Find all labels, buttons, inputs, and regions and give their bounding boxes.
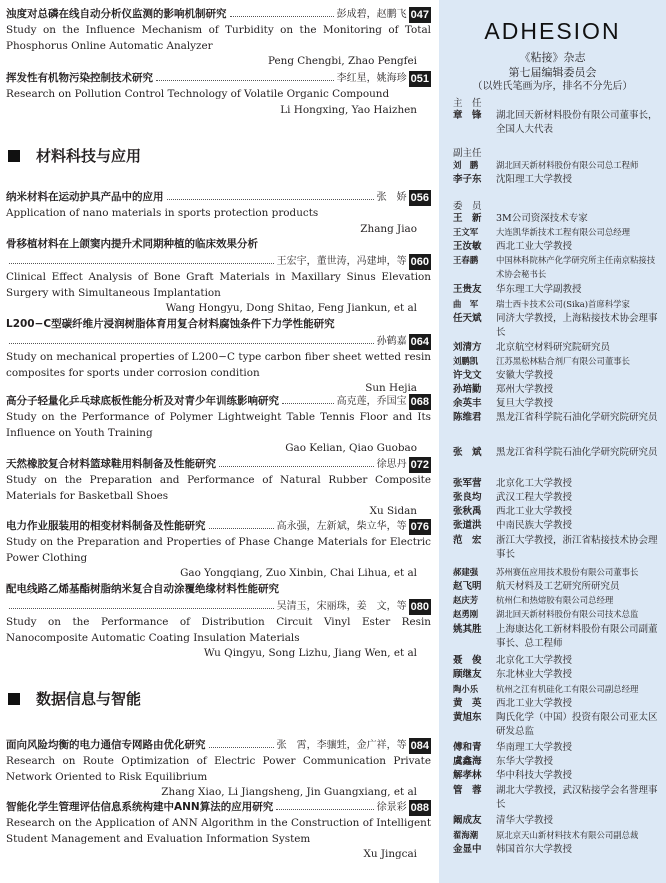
article-cn-line	[6, 518, 431, 535]
section-square-icon	[8, 693, 20, 705]
member-desc: 复旦大学教授	[496, 398, 554, 409]
article-entry[interactable]	[6, 6, 431, 70]
member-name: 李子东	[453, 174, 482, 185]
article-author-en: Peng Chengbi, Zhao Pengfei	[267, 55, 417, 67]
editorial-board-panel	[439, 0, 666, 883]
member-name: 赵飞明	[453, 581, 482, 592]
board-member	[453, 534, 659, 562]
article-entry[interactable]	[6, 799, 431, 863]
article-entry[interactable]	[6, 456, 431, 520]
member-name: 解孝林	[453, 770, 482, 781]
article-entry[interactable]	[6, 518, 431, 582]
article-title-cn[interactable]: 骨移植材料在上颌窦内提升术同期种植的临床效果分析	[6, 238, 258, 250]
article-entry[interactable]	[6, 236, 431, 317]
member-desc: 华东理工大学副教授	[496, 284, 582, 295]
member-name: 刘鹏凯	[453, 356, 479, 366]
member-name: 王贵友	[453, 284, 482, 295]
article-entry[interactable]	[6, 737, 431, 801]
member-name: 任天斌	[453, 313, 482, 324]
board-member	[453, 580, 659, 594]
member-name: 王文军	[453, 227, 479, 237]
article-author-en: Xu Jingcai	[363, 848, 417, 860]
member-desc: 西北工业大学教授	[496, 698, 573, 709]
member-desc: 韩国首尔大学教授	[496, 844, 573, 855]
article-title-cn[interactable]: 纳米材料在运动护具产品中的应用	[6, 191, 164, 203]
member-name: 赵庆芳	[453, 595, 479, 605]
article-title-cn[interactable]: 高分子轻量化乒乓球底板性能分析及对青少年训练影响研究	[6, 395, 279, 407]
article-cn-line	[6, 393, 431, 410]
member-desc: 上海康达化工新材料股份有限公司副董事长、总工程师	[496, 624, 658, 649]
article-author-cn: 王宏宇，董世涛，冯建坤，等	[276, 256, 407, 267]
member-desc: 北京化工大学教授	[496, 478, 573, 489]
article-cn-line	[6, 737, 431, 754]
article-cn-line	[6, 6, 431, 23]
article-title-cn[interactable]: 配电线路乙烯基酯树脂纳米复合自动涂覆绝缘材料性能研究	[6, 583, 279, 595]
article-title-en: Study on the Performance of Polymer Lightweight Table Tennis Floor and Its Influence on Youth Training	[6, 411, 431, 439]
leader-dots	[9, 263, 274, 264]
member-desc: 东华大学教授	[496, 756, 554, 767]
member-name: 赵勇刚	[453, 609, 479, 619]
member-desc: 中南民族大学教授	[496, 520, 573, 531]
member-desc: 东北林业大学教授	[496, 669, 573, 680]
page-number[interactable]: 064	[410, 335, 429, 348]
section-title: 材料科技与应用	[36, 147, 142, 165]
member-name: 章 锋	[453, 110, 482, 121]
member-desc: 北京航空材料研究院研究员	[496, 342, 611, 353]
leader-dots	[219, 466, 374, 467]
board-member	[453, 711, 659, 739]
member-desc: 同济大学教授，上海粘接技术协会理事长	[496, 313, 658, 338]
board-member	[453, 594, 659, 608]
article-author-cn: 吴清玉，宋丽珠，姜 文，等	[276, 601, 407, 612]
member-name: 范 宏	[453, 535, 482, 546]
member-name: 傅和青	[453, 742, 482, 753]
board-member	[453, 240, 659, 254]
member-desc: 浙江大学教授，浙江省粘接技术协会理事长	[496, 535, 658, 560]
member-desc: 3M公司资深技术专家	[496, 213, 588, 224]
board-member	[453, 755, 659, 769]
board-member	[453, 505, 659, 519]
role-label-director: 主 任	[453, 98, 482, 109]
article-title-cn[interactable]: 智能化学生管理评估信息系统构建中ANN算法的应用研究	[6, 801, 274, 813]
page-number[interactable]: 047	[410, 8, 429, 21]
member-name: 刘 鹏	[453, 160, 479, 170]
board-member	[453, 843, 659, 857]
leader-dots	[276, 809, 373, 810]
member-name: 许戈文	[453, 370, 482, 381]
leader-dots	[282, 403, 334, 404]
member-name: 王汝敏	[453, 241, 482, 252]
article-title-en: Study on the Performance of Distribution Circuit Vinyl Ester Resin Nanocomposite Automatic Coating Insulation Materials	[6, 616, 431, 644]
board-member	[453, 254, 659, 282]
member-desc: 江苏黑松林粘合剂厂有限公司董事长	[496, 356, 630, 366]
leader-dots	[9, 343, 374, 344]
board-member	[453, 608, 659, 622]
page-number[interactable]: 068	[410, 395, 429, 408]
member-name: 张秋禹	[453, 506, 482, 517]
member-desc: 黑龙江省科学院石油化学研究院研究员	[496, 447, 658, 458]
leader-dots	[9, 608, 274, 609]
member-name: 王春鹏	[453, 255, 479, 265]
board-member	[453, 683, 659, 697]
article-author-cn: 孙鹤嘉	[376, 336, 407, 347]
member-name: 顾继友	[453, 669, 482, 680]
board-member	[453, 226, 659, 240]
member-name: 陶小乐	[453, 684, 479, 694]
board-member	[453, 283, 659, 297]
article-title-en: Research on the Application of ANN Algorithm in the Construction of Intelligent Student Management and Evaluation Information System	[6, 817, 431, 845]
member-name: 阚成友	[453, 815, 482, 826]
member-desc: 原北京天山新材料技术有限公司副总裁	[496, 830, 639, 840]
board-member	[453, 519, 659, 533]
member-desc: 湖北回天新材料股份有限公司技术总监	[496, 609, 639, 619]
article-title-cn[interactable]: 天然橡胶复合材料篮球鞋用料制备及性能研究	[6, 458, 216, 470]
member-name: 郝建强	[453, 567, 479, 577]
board-member	[453, 697, 659, 711]
member-desc: 湖北大学教授，武汉粘接学会名誉理事长	[496, 785, 658, 810]
member-desc: 西北工业大学教授	[496, 241, 573, 252]
board-member	[453, 173, 659, 187]
article-cn-line	[6, 456, 431, 473]
article-author-en: Gao Kelian, Qiao Guobao	[285, 442, 417, 454]
member-name: 孙培勤	[453, 384, 482, 395]
member-desc: 华中科技大学教授	[496, 770, 573, 781]
member-desc: 陶氏化学（中国）投资有限公司亚太区研发总监	[496, 712, 658, 737]
leader-dots	[209, 747, 274, 748]
contents-column	[6, 0, 431, 883]
board-member	[453, 446, 659, 460]
member-desc: 黑龙江省科学院石油化学研究院研究员	[496, 412, 658, 423]
member-desc: 安徽大学教授	[496, 370, 554, 381]
article-author-en: Sun Hejia	[365, 382, 417, 394]
ordering-note: （以姓氏笔画为序，排名不分先后）	[472, 81, 633, 92]
member-desc: 杭州之江有机硅化工有限公司副总经理	[496, 684, 639, 694]
board-member	[453, 654, 659, 668]
article-entry[interactable]	[6, 316, 431, 397]
board-member	[453, 566, 659, 580]
member-desc: 航天材料及工艺研究所研究员	[496, 581, 620, 592]
article-title-en: Study on the Preparation and Properties of Phase Change Materials for Electric Power Clothing	[6, 536, 431, 564]
board-member	[453, 397, 659, 411]
section-heading-materials	[8, 145, 141, 166]
article-author-en: Zhang Jiao	[360, 222, 417, 235]
board-member	[453, 369, 659, 383]
article-author-cn: 高克莲，乔国宝	[336, 396, 407, 407]
board-member	[453, 741, 659, 755]
member-name: 张良均	[453, 492, 482, 503]
member-name: 余英丰	[453, 398, 482, 409]
leader-dots	[167, 199, 374, 200]
board-member	[453, 159, 659, 173]
board-member	[453, 623, 659, 651]
page-number[interactable]: 080	[410, 600, 429, 613]
article-author-cn: 高永强，左新斌，柴立华，等	[276, 521, 407, 532]
board-member	[453, 769, 659, 783]
member-name: 黄旭东	[453, 712, 482, 723]
member-desc: 北京化工大学教授	[496, 655, 573, 666]
member-desc: 郑州大学教授	[496, 384, 554, 395]
page-number[interactable]: 072	[410, 458, 429, 471]
article-author-en: Zhang Xiao, Li Jiangsheng, Jin Guangxiang, et al	[161, 786, 417, 798]
article-title-en: Study on the Preparation and Performance of Natural Rubber Composite Materials for Basketball Shoes	[6, 474, 431, 502]
leader-dots	[230, 16, 334, 17]
article-title-en: Research on Pollution Control Technology of Volatile Organic Compound	[6, 88, 390, 100]
member-name: 张 斌	[453, 447, 482, 458]
board-member	[453, 477, 659, 491]
member-desc: 华南理工大学教授	[496, 742, 573, 753]
article-author-cn: 李红星，姚海珍	[336, 73, 407, 84]
member-desc: 清华大学教授	[496, 815, 554, 826]
article-cn-line	[6, 236, 431, 270]
page-number[interactable]: 076	[410, 520, 429, 533]
member-name: 姚其胜	[453, 624, 482, 635]
page-number[interactable]: 051	[410, 72, 429, 85]
member-name: 曲 军	[453, 299, 479, 309]
member-desc: 沈阳理工大学教授	[496, 174, 573, 185]
article-title-en: Research on Route Optimization of Electric Power Communication Private Network Oriented to Risk Equilibrium	[6, 755, 431, 783]
member-desc: 湖北回天新材料股份有限公司总工程师	[496, 160, 639, 170]
article-author-en: Wu Qingyu, Song Lizhu, Jiang Wen, et al	[203, 647, 417, 659]
page-number[interactable]: 056	[410, 191, 429, 204]
member-name: 王 新	[453, 213, 482, 224]
board-member	[453, 312, 659, 340]
member-desc: 杭州仁和热熔胶有限公司总经理	[496, 595, 614, 605]
article-author-cn: 徐思丹	[376, 459, 407, 470]
member-desc: 武汉工程大学教授	[496, 492, 573, 503]
board-member	[453, 668, 659, 682]
board-member	[453, 341, 659, 355]
board-member	[453, 212, 659, 226]
member-desc: 瑞士西卡技术公司(Sika)首席科学家	[496, 299, 630, 309]
article-cn-line	[6, 316, 431, 350]
member-name: 管 蓉	[453, 785, 482, 796]
article-title-en: Study on the Influence Mechanism of Turbidity on the Monitoring of Total Phosphorus Online Automatic Analyzer	[6, 24, 431, 52]
member-desc: 中国林科院林产化学研究所主任南京粘接技术协会秘书长	[496, 255, 656, 279]
article-author-cn: 张 娇	[376, 192, 407, 203]
member-name: 黄 英	[453, 698, 482, 709]
article-cn-line	[6, 581, 431, 615]
member-desc: 苏州赛伍应用技术股份有限公司董事长	[496, 567, 639, 577]
board-member	[453, 491, 659, 505]
article-cn-line	[6, 189, 431, 206]
article-author-cn: 张 霄，李骧甡，金广祥，等	[276, 740, 407, 751]
article-author-en: Xu Sidan	[369, 505, 417, 517]
page-number[interactable]: 084	[410, 739, 429, 752]
article-author-cn: 彭成碧，赵鹏飞	[336, 9, 407, 20]
section-heading-data	[8, 688, 141, 709]
member-name: 聂 俊	[453, 655, 482, 666]
member-name: 虞鑫海	[453, 756, 482, 767]
member-name: 张军营	[453, 478, 482, 489]
article-cn-line	[6, 799, 431, 816]
member-name: 翟海潮	[453, 830, 479, 840]
article-title-cn[interactable]: 浊度对总磷在线自动分析仪监测的影响机制研究	[6, 8, 227, 20]
section-title: 数据信息与智能	[36, 690, 142, 708]
board-member	[453, 784, 659, 812]
article-author-cn: 徐景彩	[376, 802, 407, 813]
member-name: 金显中	[453, 844, 482, 855]
article-entry[interactable]	[6, 70, 431, 118]
section-square-icon	[8, 150, 20, 162]
board-member	[453, 829, 659, 843]
board-member	[453, 383, 659, 397]
article-author-en: Li Hongxing, Yao Haizhen	[280, 103, 417, 116]
article-cn-line	[6, 70, 431, 87]
leader-dots	[209, 528, 274, 529]
board-member	[453, 298, 659, 312]
article-title-cn[interactable]: 电力作业服装用的相变材料制备及性能研究	[6, 520, 206, 532]
member-desc: 湖北回天新材料股份有限公司董事长，全国人大代表	[496, 110, 658, 135]
member-desc: 西北工业大学教授	[496, 506, 573, 517]
brand-title: ADHESION	[484, 18, 621, 44]
board-member	[453, 814, 659, 828]
board-member	[453, 355, 659, 369]
article-title-en: Clinical Effect Analysis of Bone Graft Materials in Maxillary Sinus Elevation Surgery with Simultaneous Implantation	[6, 271, 431, 299]
article-entry[interactable]	[6, 393, 431, 457]
page-number[interactable]: 060	[410, 255, 429, 268]
committee-title: 第七届编辑委员会	[508, 66, 597, 79]
board-member	[453, 109, 659, 137]
page-number[interactable]: 088	[410, 801, 429, 814]
leader-dots	[156, 80, 334, 81]
board-member	[453, 411, 659, 425]
journal-name: 《粘接》杂志	[519, 51, 586, 64]
member-desc: 大连凯华新技术工程有限公司总经理	[496, 227, 630, 237]
article-entry[interactable]	[6, 581, 431, 662]
article-title-en: Study on mechanical properties of L200−C type carbon fiber sheet wetted resin composites for sports under corrosion condition	[6, 351, 431, 379]
member-name: 张道洪	[453, 520, 482, 531]
member-name: 刘清方	[453, 342, 482, 353]
role-label-vice: 副主任	[453, 148, 482, 159]
role-label-members: 委 员	[453, 201, 482, 212]
article-entry[interactable]	[6, 189, 431, 237]
article-title-cn[interactable]: 面向风险均衡的电力通信专网路由优化研究	[6, 739, 206, 751]
article-title-cn[interactable]: L200−C型碳纤维片浸润树脂体育用复合材料腐蚀条件下力学性能研究	[6, 318, 335, 330]
article-title-en: Application of nano materials in sports protection products	[6, 207, 319, 219]
article-author-en: Gao Yongqiang, Zuo Xinbin, Chai Lihua, et al	[180, 567, 417, 579]
article-author-en: Wang Hongyu, Dong Shitao, Feng Jiankun, et al	[165, 302, 417, 314]
member-name: 陈维君	[453, 412, 482, 423]
article-title-cn[interactable]: 挥发性有机物污染控制技术研究	[6, 72, 153, 84]
